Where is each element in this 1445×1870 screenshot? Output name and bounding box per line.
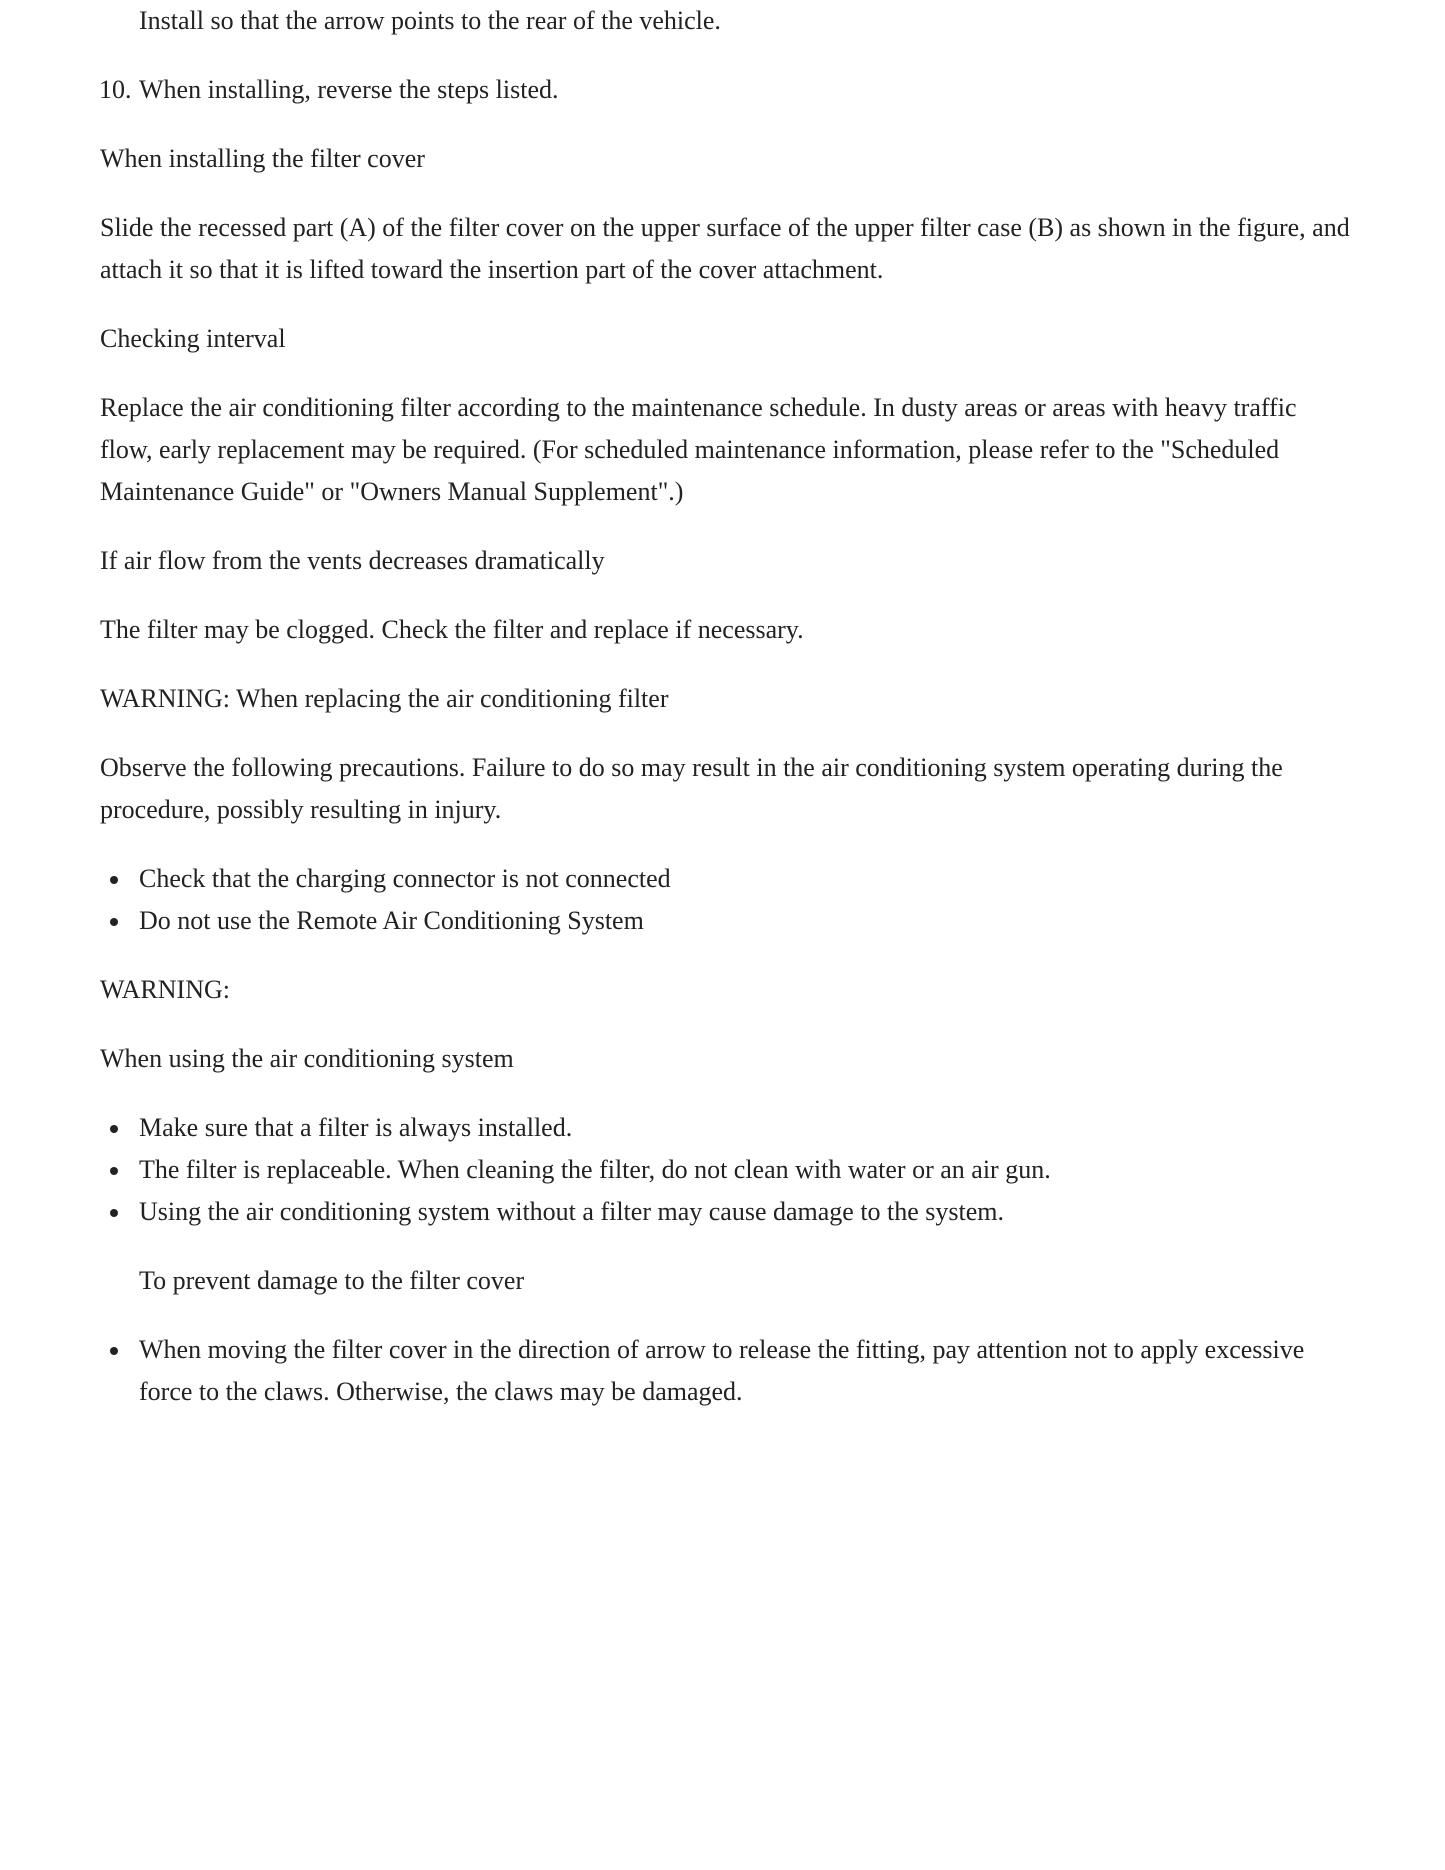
- list-item-text: When moving the filter cover in the direction of arrow to release the fitting, pay attention not to apply excessive force to the claws. Otherwise, the claws may be damaged.: [139, 1335, 1305, 1406]
- using-ac-heading: When using the air conditioning system: [100, 1044, 514, 1073]
- list-item-text: Using the air conditioning system without a filter may cause damage to the system.: [139, 1197, 1005, 1226]
- bullet-icon: [110, 876, 118, 884]
- list-item: [139, 900, 1350, 942]
- list-item-text: Check that the charging connector is not connected: [139, 864, 671, 893]
- list-item: [139, 1149, 1350, 1191]
- step-text: When installing, reverse the steps listed.: [139, 75, 559, 104]
- observe-paragraph: Observe the following precautions. Failure to do so may result in the air conditioning system operating during the procedure, possibly resulting in injury.: [100, 753, 1283, 824]
- precautions-list: [100, 858, 1350, 942]
- warning-replacing-heading: WARNING: When replacing the air conditioning filter: [100, 684, 669, 713]
- bullet-icon: [110, 1125, 118, 1133]
- checking-interval-heading: Checking interval: [100, 324, 286, 353]
- step-10: [100, 69, 1350, 111]
- document-body: [100, 0, 1350, 1440]
- list-item: [139, 858, 1350, 900]
- list-item-text: Make sure that a filter is always installed.: [139, 1113, 573, 1142]
- list-item: [139, 1191, 1350, 1233]
- list-item: [139, 1329, 1350, 1413]
- step-number: 10.: [99, 75, 132, 104]
- bullet-icon: [110, 1167, 118, 1175]
- damage-list: [100, 1329, 1350, 1413]
- list-item-text: Do not use the Remote Air Conditioning System: [139, 906, 644, 935]
- install-arrow-paragraph: Install so that the arrow points to the rear of the vehicle.: [139, 6, 721, 35]
- using-ac-list: [100, 1107, 1350, 1233]
- replace-paragraph: Replace the air conditioning filter according to the maintenance schedule. In dusty areas or areas with heavy traffic flow, early replacement may be required. (For scheduled maintenance information, please refer to the "Scheduled Maintenance Guide" or "Owners Manual Supplement".): [100, 393, 1297, 506]
- clogged-paragraph: The filter may be clogged. Check the filter and replace if necessary.: [100, 615, 804, 644]
- bullet-icon: [110, 1347, 118, 1355]
- filter-cover-heading: When installing the filter cover: [100, 144, 425, 173]
- bullet-icon: [110, 918, 118, 926]
- bullet-icon: [110, 1209, 118, 1217]
- prevent-damage-heading: To prevent damage to the filter cover: [139, 1266, 525, 1295]
- warning-heading: WARNING:: [100, 975, 230, 1004]
- slide-paragraph: Slide the recessed part (A) of the filter cover on the upper surface of the upper filter case (B) as shown in the figure, and attach it so that it is lifted toward the insertion part of the cover attachment.: [100, 213, 1350, 284]
- list-item-text: The filter is replaceable. When cleaning the filter, do not clean with water or an air gun.: [139, 1155, 1051, 1184]
- airflow-heading: If air flow from the vents decreases dramatically: [100, 546, 605, 575]
- list-item: [139, 1107, 1350, 1149]
